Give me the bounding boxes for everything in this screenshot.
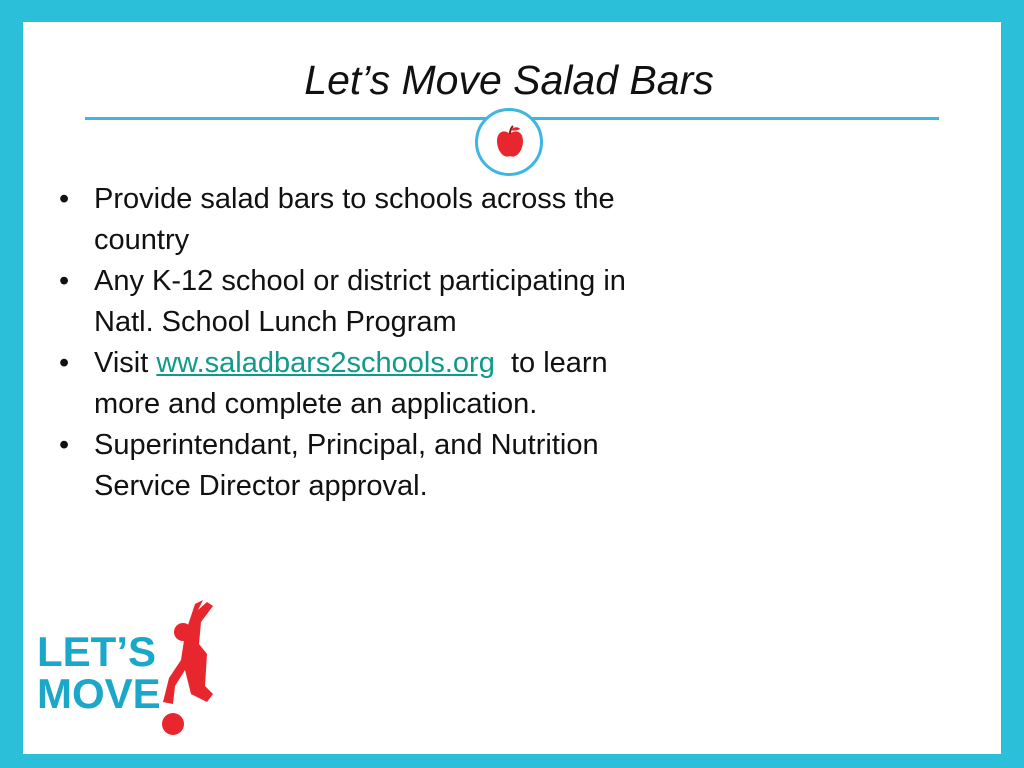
lets-move-logo: [35, 594, 235, 744]
bullet-text: Provide salad bars to schools across the country: [94, 183, 615, 256]
bullet-list: [59, 179, 679, 507]
bullet-text: Visit: [94, 347, 157, 379]
bullet-text: Any K-12 school or district participating in Natl. School Lunch Program: [94, 265, 626, 338]
bullet-item: [59, 261, 679, 343]
logo-line2: MOVE: [37, 670, 161, 717]
jumping-figure: [162, 600, 213, 735]
bullet-item: [59, 179, 679, 261]
slide-title: Let’s Move Salad Bars: [304, 57, 714, 103]
bullet-text: to learn more and complete an application.: [94, 347, 616, 420]
slide: [23, 22, 1001, 754]
bullet-item: [59, 343, 679, 425]
saladbars-link[interactable]: ww.saladbars2schools.org: [156, 347, 495, 379]
bullet-text: Superintendant, Principal, and Nutrition Service Director approval.: [94, 429, 599, 502]
logo-line1: LET’S: [37, 628, 157, 675]
apple-badge: [475, 108, 543, 176]
bullet-item: [59, 425, 679, 507]
apple-icon: [494, 125, 526, 161]
